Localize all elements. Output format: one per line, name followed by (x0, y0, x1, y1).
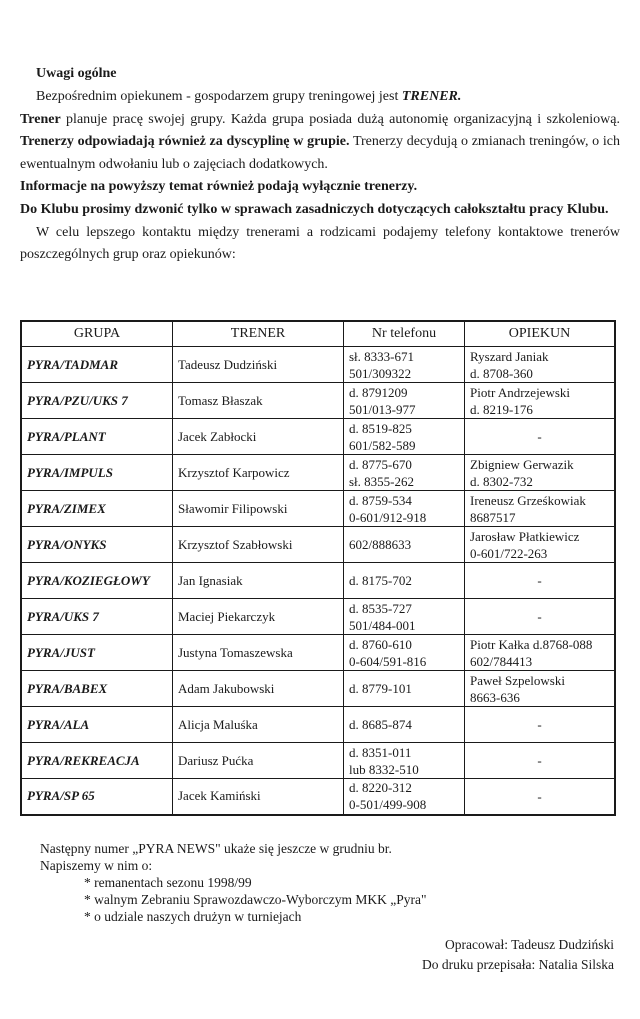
coach-name: Jan Ignasiak (178, 572, 243, 588)
table-row (21, 779, 615, 815)
cell-telefon (344, 383, 465, 419)
cell-grupa (21, 635, 173, 671)
cell-opiekun (465, 347, 616, 383)
phone-line-1: d. 8519-825 (349, 420, 412, 436)
cell-trener (173, 599, 344, 635)
cell-telefon (344, 527, 465, 563)
guardian-line-1: - (537, 717, 542, 732)
cell-trener (173, 635, 344, 671)
group-name: PYRA/BABEX (27, 680, 108, 696)
intro-paragraph-4: Do Klubu prosimy dzwonić tylko w sprawach zasadniczych dotyczących całokształtu pracy Klubu. (20, 201, 609, 217)
header-trener: TRENER (173, 321, 344, 347)
cell-opiekun (465, 491, 616, 527)
intro-p2-trener: Trener (20, 111, 61, 127)
phone-line-2: sł. 8355-262 (349, 473, 414, 489)
author-line: Opracował: Tadeusz Dudziński (444, 937, 614, 952)
phone-line-2: 501/309322 (349, 365, 412, 381)
phone-line-2: 0-601/912-918 (349, 509, 427, 525)
phone-line-1: d. 8760-610 (349, 636, 412, 652)
cell-grupa (21, 671, 173, 707)
list-item: * walnym Zebraniu Sprawozdawczo-Wyborczym MKK „Pyra" (84, 891, 426, 908)
next-issue-note: Następny numer „PYRA NEWS" ukaże się jeszcze w grudniu br. (40, 841, 392, 856)
cell-trener (173, 383, 344, 419)
cell-opiekun (465, 383, 616, 419)
cell-trener (173, 671, 344, 707)
cell-grupa (21, 743, 173, 779)
contact-table (20, 320, 616, 816)
phone-line-1: d. 8791209 (349, 384, 408, 400)
intro-p2-text: planuje pracę swojej grupy. Każda grupa posiada dużą autonomię organizacyjną i szkoleniową. (60, 111, 620, 127)
guardian-line-1: - (537, 788, 542, 804)
phone-line-1: d. 8175-702 (349, 573, 412, 588)
guardian-line-2: 8687517 (470, 509, 516, 525)
cell-grupa (21, 599, 173, 635)
cell-telefon (344, 491, 465, 527)
cell-opiekun (465, 635, 616, 671)
list-item: * remanentach sezonu 1998/99 (84, 874, 426, 891)
coach-name: Justyna Tomaszewska (178, 644, 293, 660)
cell-trener (173, 419, 344, 455)
cell-opiekun (465, 527, 616, 563)
cell-opiekun (465, 707, 616, 743)
cell-opiekun (465, 563, 616, 599)
intro-p1-text: Bezpośrednim opiekunem - gospodarzem grupy treningowej jest (36, 89, 402, 104)
coach-name: Krzysztof Karpowicz (178, 464, 290, 480)
header-opiekun: OPIEKUN (465, 321, 616, 347)
cell-trener (173, 707, 344, 743)
cell-grupa (21, 707, 173, 743)
group-name: PYRA/ONYKS (27, 536, 107, 552)
coach-name: Dariusz Pućka (178, 752, 254, 768)
cell-trener (173, 527, 344, 563)
phone-line-1: d. 8685-874 (349, 717, 412, 732)
cell-opiekun (465, 743, 616, 779)
group-name: PYRA/ALA (27, 716, 90, 732)
guardian-line-1: - (537, 609, 542, 624)
cell-telefon (344, 779, 465, 815)
guardian-line-1: Ryszard Janiak (470, 348, 549, 364)
intro-paragraph-1 (20, 86, 620, 109)
intro-p2-bold: Trenerzy odpowiadają również za dyscyplinę w grupie. (20, 134, 350, 150)
phone-line-2: 501/013-977 (349, 401, 416, 417)
cell-trener (173, 347, 344, 383)
cell-trener (173, 563, 344, 599)
cell-telefon (344, 743, 465, 779)
cell-grupa (21, 455, 173, 491)
guardian-line-2: 8663-636 (470, 689, 520, 705)
phone-line-1: d. 8775-670 (349, 456, 412, 472)
phone-line-2: lub 8332-510 (349, 761, 419, 777)
cell-trener (173, 779, 344, 815)
cell-grupa (21, 491, 173, 527)
guardian-line-1: Ireneusz Grześkowiak (470, 492, 586, 508)
coach-name: Jacek Zabłocki (178, 428, 257, 444)
coach-name: Krzysztof Szabłowski (178, 536, 293, 552)
group-name: PYRA/KOZIEGŁOWY (27, 572, 150, 588)
signoff (422, 935, 614, 975)
cell-telefon (344, 635, 465, 671)
topics-intro: Napiszemy w nim o: (40, 858, 153, 873)
table-row (21, 347, 615, 383)
table-row (21, 671, 615, 707)
group-name: PYRA/ZIMEX (27, 500, 106, 516)
guardian-line-1: Jarosław Płatkiewicz (470, 528, 580, 544)
cell-telefon (344, 347, 465, 383)
group-name: PYRA/TADMAR (27, 356, 119, 372)
cell-telefon (344, 599, 465, 635)
intro-paragraph-5: W celu lepszego kontaktu między trenerami a rodzicami podajemy telefony kontaktowe trenerów poszczególnych grup oraz opiekunów: (20, 224, 620, 263)
table-row (21, 635, 615, 671)
cell-grupa (21, 527, 173, 563)
intro-text (20, 86, 620, 267)
cell-opiekun (465, 455, 616, 491)
phone-line-1: sł. 8333-671 (349, 348, 414, 364)
cell-opiekun (465, 671, 616, 707)
intro-paragraph-3: Informacje na powyższy temat również podają wyłącznie trenerzy. (20, 179, 418, 195)
table-row (21, 491, 615, 527)
cell-opiekun (465, 779, 616, 815)
table-row (21, 455, 615, 491)
table-body (21, 347, 615, 815)
intro-paragraph-2 (20, 109, 620, 177)
table-row (21, 599, 615, 635)
phone-line-2: 0-604/591-816 (349, 653, 427, 669)
table-header-row (21, 321, 615, 347)
cell-trener (173, 455, 344, 491)
cell-trener (173, 491, 344, 527)
guardian-line-2: d. 8708-360 (470, 365, 533, 381)
typist-line: Do druku przepisała: Natalia Silska (422, 957, 614, 972)
cell-grupa (21, 563, 173, 599)
phone-line-1: d. 8779-101 (349, 681, 412, 696)
phone-line-1: d. 8535-727 (349, 600, 412, 616)
cell-telefon (344, 707, 465, 743)
cell-opiekun (465, 419, 616, 455)
coach-name: Alicja Maluśka (178, 716, 258, 732)
table-row (21, 527, 615, 563)
guardian-line-2: d. 8302-732 (470, 473, 533, 489)
topics-list (40, 874, 426, 925)
guardian-line-2: 602/784413 (470, 653, 533, 669)
cell-grupa (21, 347, 173, 383)
cell-telefon (344, 563, 465, 599)
phone-line-1: d. 8351-011 (349, 744, 412, 760)
phone-line-1: d. 8759-534 (349, 492, 412, 508)
guardian-line-1: - (537, 753, 542, 768)
table-row (21, 383, 615, 419)
group-name: PYRA/JUST (27, 644, 95, 660)
guardian-line-1: Piotr Andrzejewski (470, 384, 571, 400)
phone-line-1: 602/888633 (349, 537, 412, 552)
cell-trener (173, 743, 344, 779)
intro-p1-trener: TRENER. (401, 89, 462, 104)
coach-name: Adam Jakubowski (178, 680, 275, 696)
cell-grupa (21, 779, 173, 815)
intro-p2-tail: Trenerzy decydują o zmianach treningów, o ich ewentualnym odwołaniu lub o zajęciach dodatkowych. (20, 134, 621, 172)
header-grupa: GRUPA (21, 321, 173, 347)
coach-name: Maciej Piekarczyk (178, 608, 276, 624)
cell-telefon (344, 671, 465, 707)
guardian-line-2: d. 8219-176 (470, 401, 533, 417)
cell-telefon (344, 455, 465, 491)
footer-notes (40, 840, 426, 925)
coach-name: Sławomir Filipowski (178, 500, 288, 516)
cell-opiekun (465, 599, 616, 635)
group-name: PYRA/IMPULS (27, 464, 113, 480)
phone-line-2: 0-501/499-908 (349, 797, 427, 813)
guardian-line-2: 0-601/722-263 (470, 545, 548, 561)
phone-line-1: d. 8220-312 (349, 780, 412, 796)
list-item: * o udziale naszych drużyn w turniejach (84, 908, 426, 925)
group-name: PYRA/SP 65 (27, 788, 95, 804)
coach-name: Tomasz Błaszak (178, 392, 263, 408)
phone-line-2: 501/484-001 (349, 617, 416, 633)
section-heading: Uwagi ogólne (36, 66, 117, 81)
guardian-line-1: Piotr Kałka d.8768-088 (470, 636, 593, 652)
group-name: PYRA/UKS 7 (27, 608, 99, 624)
cell-grupa (21, 383, 173, 419)
group-name: PYRA/PLANT (27, 428, 106, 444)
phone-line-2: 601/582-589 (349, 437, 416, 453)
guardian-line-1: - (537, 429, 542, 444)
coach-name: Jacek Kamiński (178, 788, 261, 804)
guardian-line-1: - (537, 573, 542, 588)
table-row (21, 419, 615, 455)
header-telefon: Nr telefonu (344, 321, 465, 347)
guardian-line-1: Zbigniew Gerwazik (470, 456, 574, 472)
cell-grupa (21, 419, 173, 455)
table-row (21, 743, 615, 779)
coach-name: Tadeusz Dudziński (178, 356, 278, 372)
table-row (21, 563, 615, 599)
table-row (21, 707, 615, 743)
cell-telefon (344, 419, 465, 455)
guardian-line-1: Paweł Szpelowski (470, 672, 565, 688)
group-name: PYRA/REKREACJA (27, 752, 140, 768)
group-name: PYRA/PZU/UKS 7 (27, 392, 128, 408)
